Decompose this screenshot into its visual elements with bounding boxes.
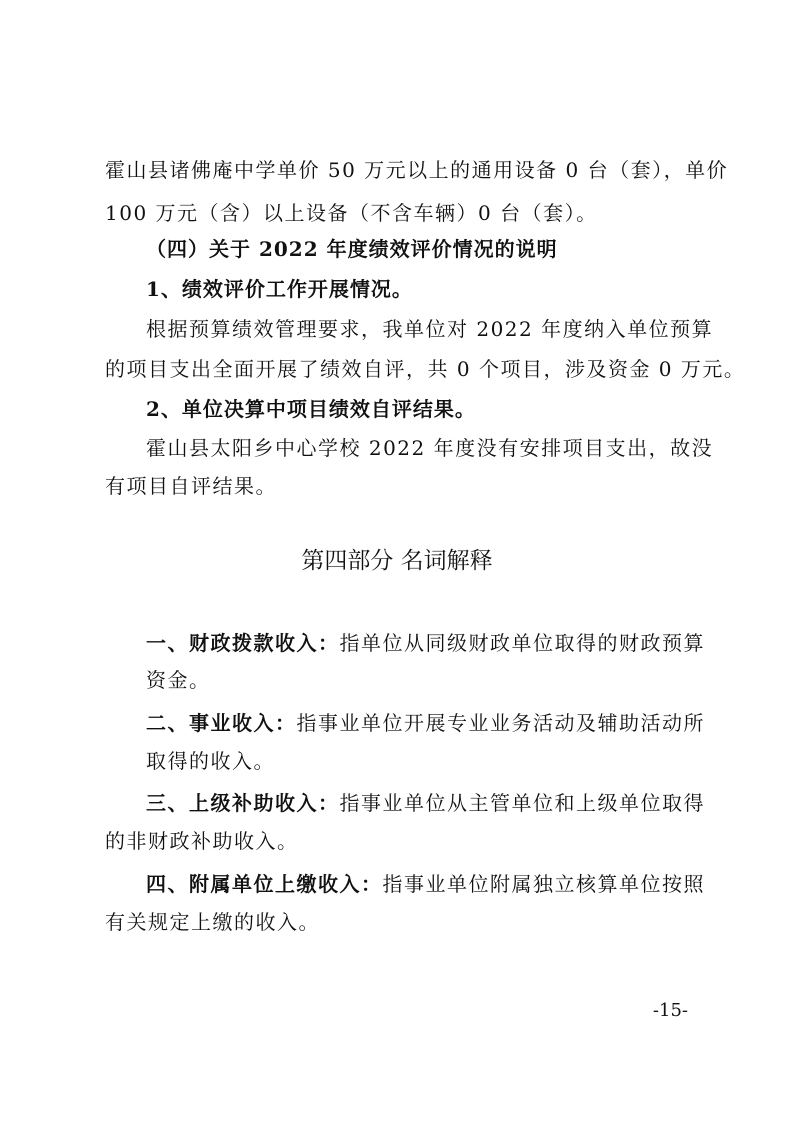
performance-paragraph-2-line-1: 霍山县太阳乡中心学校 2022 年度没有安排项目支出，故没 xyxy=(146,436,714,460)
definition-continuation: 有关规定上缴的收入。 xyxy=(105,910,320,934)
definition-term: 四、附属单位上缴收入： xyxy=(146,872,383,896)
definition-continuation: 的非财政补助收入。 xyxy=(105,829,299,853)
definition-text: 指事业单位从主管单位和上级单位取得 xyxy=(339,791,705,815)
page-number: -15- xyxy=(652,1000,688,1021)
performance-paragraph-2-line-2: 有项目自评结果。 xyxy=(105,474,277,498)
performance-paragraph-1-line-2: 的项目支出全面开展了绩效自评，共 0 个项目，涉及资金 0 万元。 xyxy=(105,357,746,381)
definition-superior-subsidy xyxy=(146,789,705,817)
performance-section-heading: （四）关于 2022 年度绩效评价情况的说明 xyxy=(146,237,558,261)
definition-business-income xyxy=(146,709,705,737)
definition-continuation: 取得的收入。 xyxy=(146,749,275,773)
definition-term: 二、事业收入： xyxy=(146,711,297,735)
performance-paragraph-1-line-1: 根据预算绩效管理要求，我单位对 2022 年度纳入单位预算 xyxy=(146,317,714,341)
intro-line-2: 100 万元（含）以上设备（不含车辆）0 台（套）。 xyxy=(105,201,598,225)
definition-continuation: 资金。 xyxy=(146,668,211,692)
definition-text: 指单位从同级财政单位取得的财政预算 xyxy=(339,631,705,655)
definition-text: 指事业单位附属独立核算单位按照 xyxy=(382,872,705,896)
part-four-title: 第四部分 名词解释 xyxy=(301,548,493,574)
performance-subheading-2: 2、单位决算中项目绩效自评结果。 xyxy=(146,397,476,421)
definition-affiliated-unit-income xyxy=(146,870,705,898)
intro-line-1: 霍山县诸佛庵中学单价 50 万元以上的通用设备 0 台（套），单价 xyxy=(105,158,729,182)
definition-text: 指事业单位开展专业业务活动及辅助活动所 xyxy=(296,711,705,735)
definition-term: 一、财政拨款收入： xyxy=(146,631,340,655)
definition-term: 三、上级补助收入： xyxy=(146,791,340,815)
performance-subheading-1: 1、绩效评价工作开展情况。 xyxy=(146,277,413,301)
definition-financial-appropriation xyxy=(146,629,705,657)
